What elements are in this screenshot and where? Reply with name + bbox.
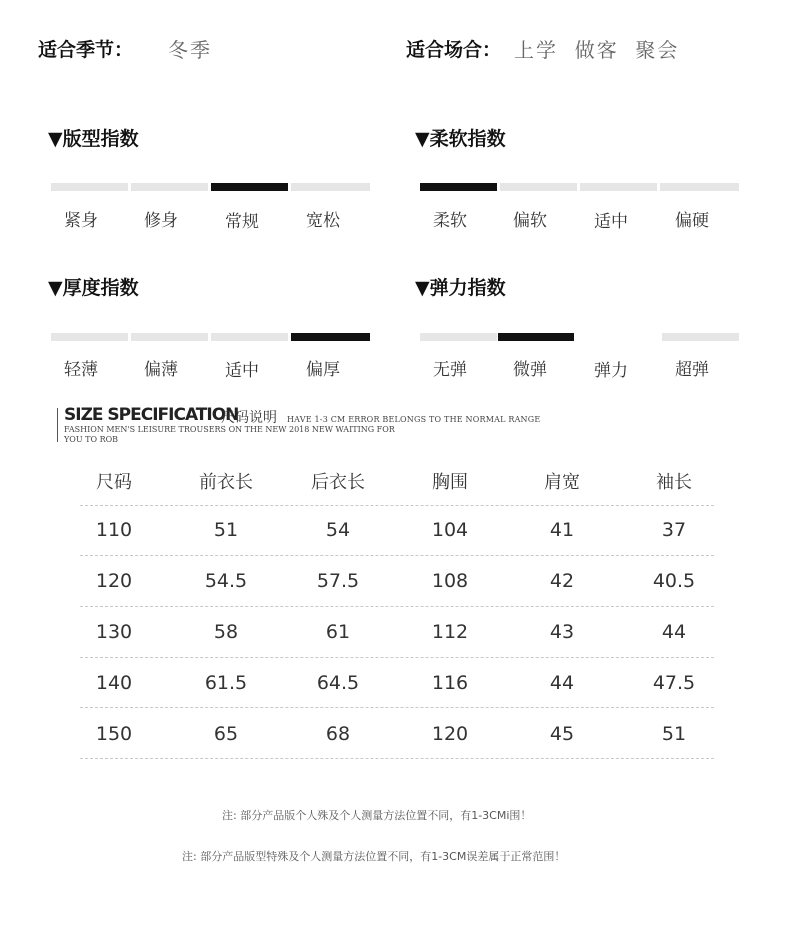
table-cell: 44 — [549, 672, 575, 694]
column-header: 肩宽 — [544, 472, 580, 493]
table-cell: 110 — [95, 519, 133, 541]
column-header: 前衣长 — [199, 472, 253, 493]
row-divider — [80, 555, 714, 556]
fit-index-bar-1 — [51, 183, 128, 191]
column-header: 胸围 — [432, 472, 468, 493]
spec-title: SIZE SPECIFICATION — [64, 405, 239, 425]
column-header: 袖长 — [656, 472, 692, 493]
season-label: 适合季节： — [38, 39, 134, 61]
table-cell: 64.5 — [316, 672, 360, 694]
thickness-index-option: 轻薄 — [64, 360, 98, 380]
column-header: 尺码 — [96, 472, 132, 493]
spec-divider — [57, 408, 58, 442]
table-cell: 40.5 — [652, 570, 696, 592]
table-cell: 140 — [95, 672, 133, 694]
table-cell: 58 — [213, 621, 239, 643]
softness-index-option: 适中 — [594, 212, 628, 232]
fit-index-bar-2 — [131, 183, 208, 191]
row-divider — [80, 657, 714, 658]
fit-index-bar-3 — [211, 183, 288, 191]
thickness-index-bar-1 — [51, 333, 128, 341]
spec-title-cn: 尺码说明 — [221, 410, 277, 426]
fit-index-option: 宽松 — [306, 211, 340, 231]
thickness-index-option: 适中 — [225, 361, 259, 381]
softness-index-option: 偏软 — [513, 211, 547, 231]
elasticity-index-title: ▼弹力指数 — [415, 277, 506, 299]
thickness-index-option: 偏厚 — [306, 360, 340, 380]
footnote-1: 注: 部分产品版个人殊及个人测量方法位置不同，有1-3CMi围！ — [222, 809, 532, 822]
table-cell: 120 — [95, 570, 133, 592]
softness-index-title: ▼柔软指数 — [415, 128, 506, 150]
fit-index-option: 紧身 — [64, 211, 98, 231]
elasticity-index-option: 超弹 — [675, 360, 709, 380]
softness-index-bar-3 — [580, 183, 657, 191]
table-cell: 116 — [431, 672, 469, 694]
softness-index-bar-4 — [660, 183, 739, 191]
softness-index-option: 偏硬 — [675, 211, 709, 231]
table-cell: 54 — [325, 519, 351, 541]
softness-index-bar-1 — [420, 183, 497, 191]
table-cell: 68 — [325, 723, 351, 745]
table-cell: 120 — [431, 723, 469, 745]
thickness-index-bar-3 — [211, 333, 288, 341]
row-divider — [80, 505, 714, 506]
softness-index-option: 柔软 — [433, 211, 467, 231]
row-divider — [80, 758, 714, 759]
thickness-index-bar-2 — [131, 333, 208, 341]
elasticity-index-bar-1 — [420, 333, 497, 341]
table-cell: 41 — [549, 519, 575, 541]
elasticity-index-option: 弹力 — [594, 361, 628, 381]
table-cell: 54.5 — [204, 570, 248, 592]
table-cell: 37 — [661, 519, 687, 541]
softness-index-bar-2 — [500, 183, 577, 191]
table-cell: 65 — [213, 723, 239, 745]
spec-note: HAVE 1-3 CM ERROR BELONGS TO THE NORMAL RANGE — [287, 415, 541, 424]
column-header: 后衣长 — [311, 472, 365, 493]
elasticity-index-bar-2 — [498, 333, 574, 341]
table-cell: 43 — [549, 621, 575, 643]
elasticity-index-option: 无弹 — [433, 360, 467, 380]
fit-index-bar-4 — [291, 183, 370, 191]
table-cell: 61.5 — [204, 672, 248, 694]
table-cell: 51 — [661, 723, 687, 745]
season-value: 冬季 — [168, 38, 212, 62]
fit-index-option: 修身 — [144, 211, 178, 231]
table-cell: 130 — [95, 621, 133, 643]
thickness-index-title: ▼厚度指数 — [48, 277, 139, 299]
table-cell: 47.5 — [652, 672, 696, 694]
table-cell: 44 — [661, 621, 687, 643]
row-divider — [80, 707, 714, 708]
table-cell: 57.5 — [316, 570, 360, 592]
thickness-index-bar-4 — [291, 333, 370, 341]
table-cell: 61 — [325, 621, 351, 643]
table-cell: 45 — [549, 723, 575, 745]
table-cell: 51 — [213, 519, 239, 541]
footnote-2: 注: 部分产品版型特殊及个人测量方法位置不同，有1-3CM误差属于正常范围！ — [182, 850, 566, 863]
spec-subtitle-line1: FASHION MEN'S LEISURE TROUSERS ON THE NEW 2018 NEW WAITING FOR — [64, 425, 395, 434]
elasticity-index-bar-4 — [662, 333, 739, 341]
table-cell: 104 — [431, 519, 469, 541]
table-cell: 42 — [549, 570, 575, 592]
elasticity-index-option: 微弹 — [513, 360, 547, 380]
row-divider — [80, 606, 714, 607]
occasion-label: 适合场合： — [406, 39, 502, 61]
table-cell: 150 — [95, 723, 133, 745]
thickness-index-option: 偏薄 — [144, 360, 178, 380]
occasion-value: 上学 做客 聚会 — [514, 38, 680, 62]
fit-index-title: ▼版型指数 — [48, 128, 139, 150]
spec-subtitle-line2: YOU TO ROB — [64, 435, 119, 444]
table-cell: 112 — [431, 621, 469, 643]
fit-index-option: 常规 — [225, 212, 259, 232]
table-cell: 108 — [431, 570, 469, 592]
